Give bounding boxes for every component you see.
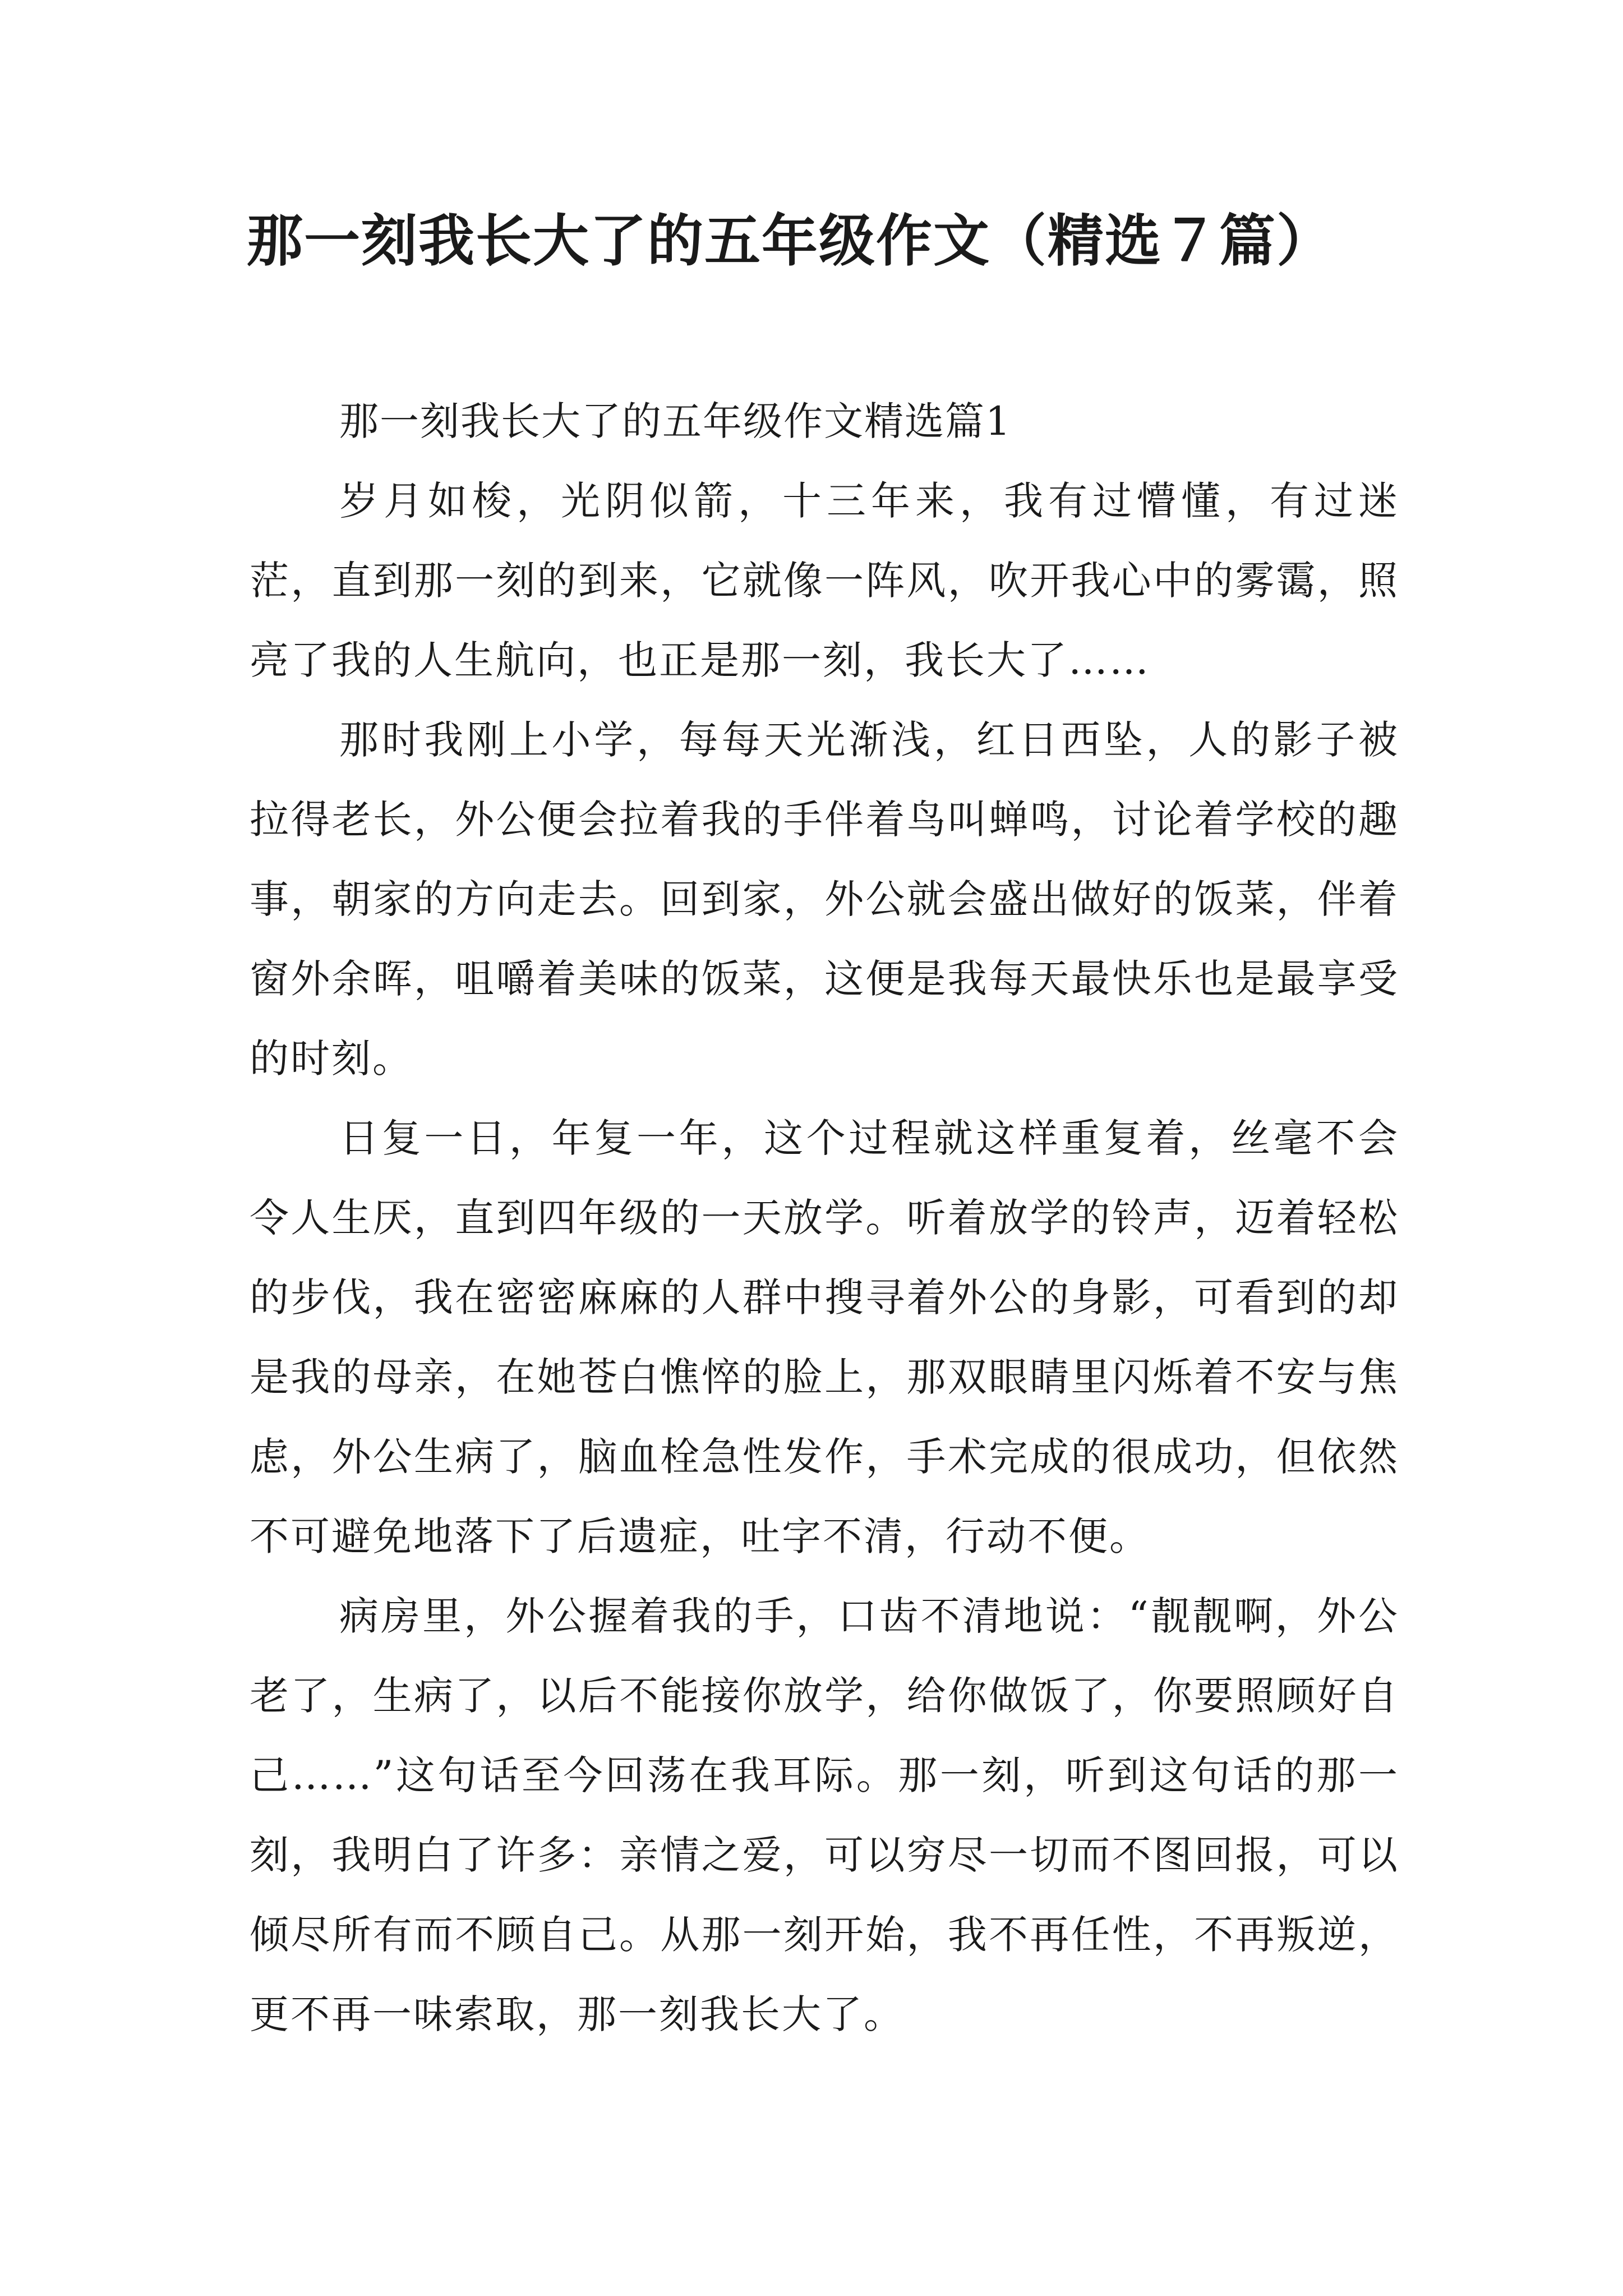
document-body <box>250 381 1399 2054</box>
paragraph: 病房里，外公握着我的手，口齿不清地说：“靓靓啊，外公老了，生病了，以后不能接你放学，给你做饭了，你要照顾好自己……”这句话至今回荡在我耳际。那一刻，听到这句话的那一刻，我明白了许多：亲情之爱，可以穷尽一切而不图回报，可以倾尽所有而不顾自己。从那一刻开始，我不再任性，不再叛逆，更不再一味索取，那一刻我长大了。 <box>250 1593 1399 2037</box>
paragraph: 岁月如梭，光阴似箭，十三年来，我有过懵懂，有过迷茫，直到那一刻的到来，它就像一阵风，吹开我心中的雾霭，照亮了我的人生航向，也正是那一刻，我长大了…… <box>250 478 1399 683</box>
paragraph: 日复一日，年复一年，这个过程就这样重复着，丝毫不会令人生厌，直到四年级的一天放学。听着放学的铃声，迈着轻松的步伐，我在密密麻麻的人群中搜寻着外公的身影，可看到的却是我的母亲，在她苍白憔悴的脸上，那双眼睛里闪烁着不安与焦虑，外公生病了，脑血栓急性发作，手术完成的很成功，但依然不可避免地落下了后遗症，吐字不清，行动不便。 <box>250 1115 1399 1559</box>
section-heading: 那一刻我长大了的五年级作文精选篇1 <box>339 398 1012 444</box>
document-title: 那一刻我长大了的五年级作文（精选７篇） <box>247 208 1334 274</box>
paragraph: 那时我刚上小学，每每天光渐浅，红日西坠，人的影子被拉得老长，外公便会拉着我的手伴着鸟叫蝉鸣，讨论着学校的趣事，朝家的方向走去。回到家，外公就会盛出做好的饭菜，伴着窗外余晖，咀嚼着美味的饭菜，这便是我每天最快乐也是最享受的时刻。 <box>250 717 1399 1082</box>
